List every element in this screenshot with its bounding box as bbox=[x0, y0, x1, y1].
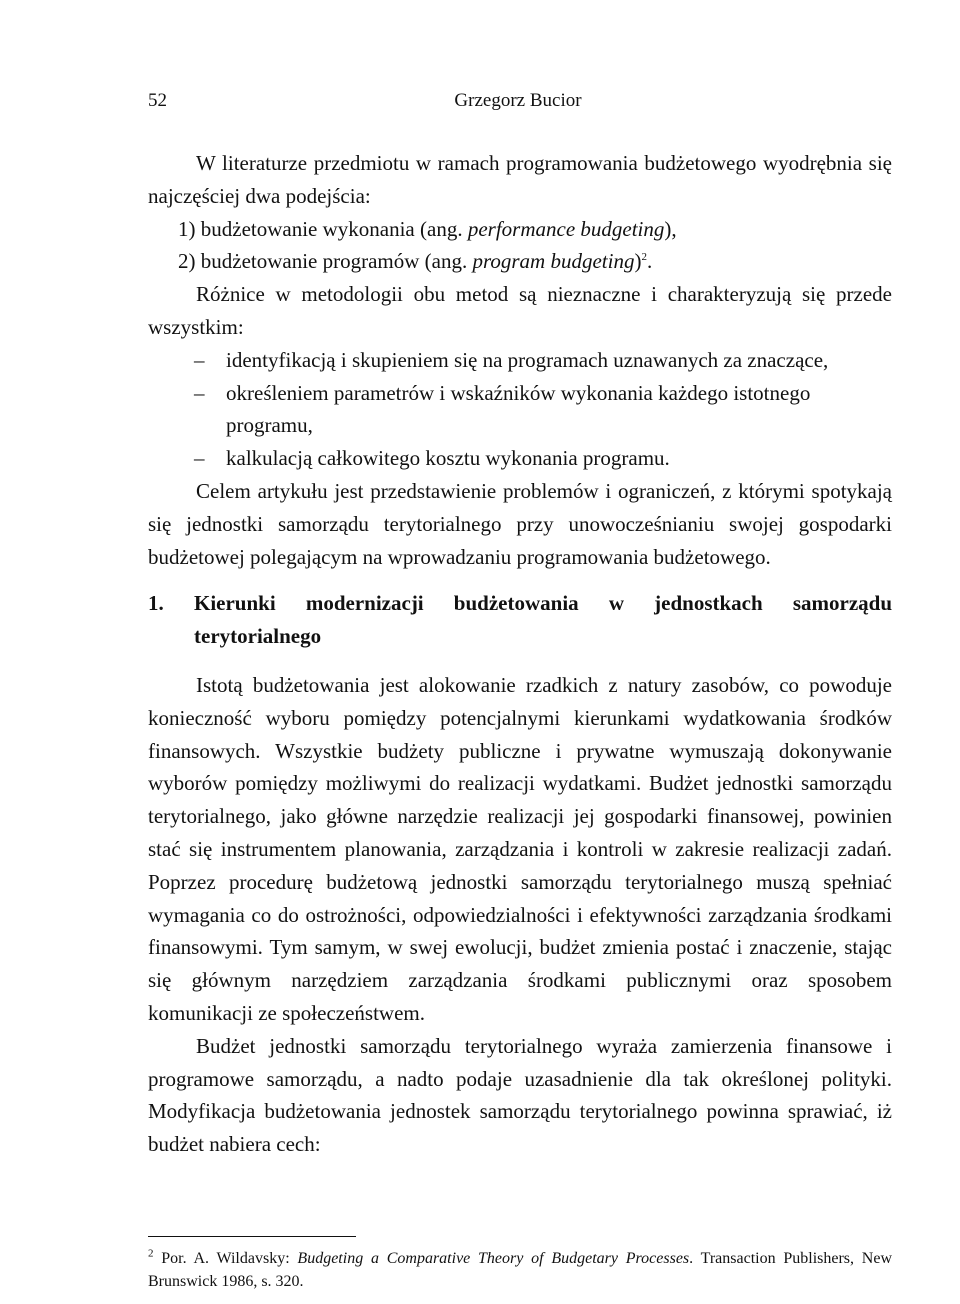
body-paragraph-2: Budżet jednostki samorządu terytorialnego wyraża zamierzenia finansowe i programowe samorządu, a nadto podaje uzasadnienie dla tak określonej polityki. Modyfikacja budżetowania jednostek samorządu terytorialnego powinna sprawiać, iż budżet nabiera cech: bbox=[148, 1033, 892, 1157]
aim-paragraph: Celem artykułu jest przedstawienie problemów i ograniczeń, z którymi spotykają się jednostki samorządu terytorialnego przy unowocześnianiu swojej gospodarki budżetowej polegającym na wprowadzaniu programowania budżetowego. bbox=[148, 478, 892, 569]
list-item: – identyfikacją i skupieniem się na programach uznawanych za znaczące, bbox=[148, 344, 892, 377]
approach-item-1-term: performance budgeting bbox=[467, 216, 665, 241]
intro-paragraph: W literaturze przedmiotu w ramach programowania budżetowego wyodrębnia się najczęściej dwa podejścia: bbox=[148, 151, 892, 208]
footnote-2: $^2$ Por. A. Wildavsky: Budgeting a Comparative Theory of Budgetary Processes. Transaction Publishers, New Brunswick 1986, s. 320. bbox=[148, 1247, 892, 1290]
dash-bullet: – bbox=[194, 446, 205, 471]
differences-paragraph: Różnice w metodologii obu metod są nieznaczne i charakteryzują się przede wszystkim: bbox=[148, 282, 892, 339]
approach-item-2-term: program budgeting bbox=[472, 249, 635, 274]
footnote-mark: 2 bbox=[148, 1247, 154, 1260]
body-text bbox=[148, 147, 892, 1161]
running-head: Grzegorz Bucior bbox=[454, 90, 582, 111]
section-number: 1. bbox=[148, 591, 164, 616]
list-item: – kalkulacją całkowitego kosztu wykonania programu. bbox=[148, 442, 892, 475]
section-heading bbox=[148, 587, 892, 653]
footnotes bbox=[148, 1247, 892, 1293]
dash-bullet: – bbox=[194, 347, 205, 372]
page-number: 52 bbox=[148, 90, 167, 111]
body-paragraph-1: Istotą budżetowania jest alokowanie rzadkich z natury zasobów, co powoduje konieczność wyboru pomiędzy potencjalnymi kierunkami wydatkowania środków finansowych. Wszystkie budżety publiczne i prywatne wymuszają dokonywanie wyborów pomiędzy możliwymi do realizacji wydatkami. Budżet jednostki samorządu terytorialnego, jako główne narzędzie realizacji jej gospodarki finansowej, powinien stać się instrumentem planowania, zarządzania i kontroli w zakresie realizacji zadań. Poprzez procedurę budżetową jednostki samorządu terytorialnego muszą spełniać wymagania co do ostrożności, odpowiedzialności i efektywności zarządzania środkami finansowymi. Tym samym, w swej ewolucji, budżet zmienia postać i znaczenie, stając się głównym narzędziem zarządzania środkami publicznymi oraz sposobem komunikacji ze społeczeństwem. bbox=[148, 672, 892, 1025]
footnote-ref-2[interactable]: 2 bbox=[641, 251, 647, 264]
list-item: – określeniem parametrów i wskaźników wykonania każdego istotnego programu, bbox=[148, 377, 892, 443]
differences-list bbox=[148, 344, 892, 475]
dash-bullet: – bbox=[194, 380, 205, 405]
footnote-divider bbox=[148, 1236, 356, 1237]
approach-item-1: 1) budżetowanie wykonania (ang. performance budgeting), bbox=[178, 216, 677, 241]
footnote-book-title: Budgeting a Comparative Theory of Budgetary Processes bbox=[297, 1250, 690, 1267]
approach-item-2: 2) budżetowanie programów (ang. program budgeting)$^2$. bbox=[178, 249, 653, 274]
approach-list bbox=[148, 213, 892, 279]
section-title: Kierunki modernizacji budżetowania w jednostkach samorządu terytorialnego bbox=[194, 591, 892, 649]
